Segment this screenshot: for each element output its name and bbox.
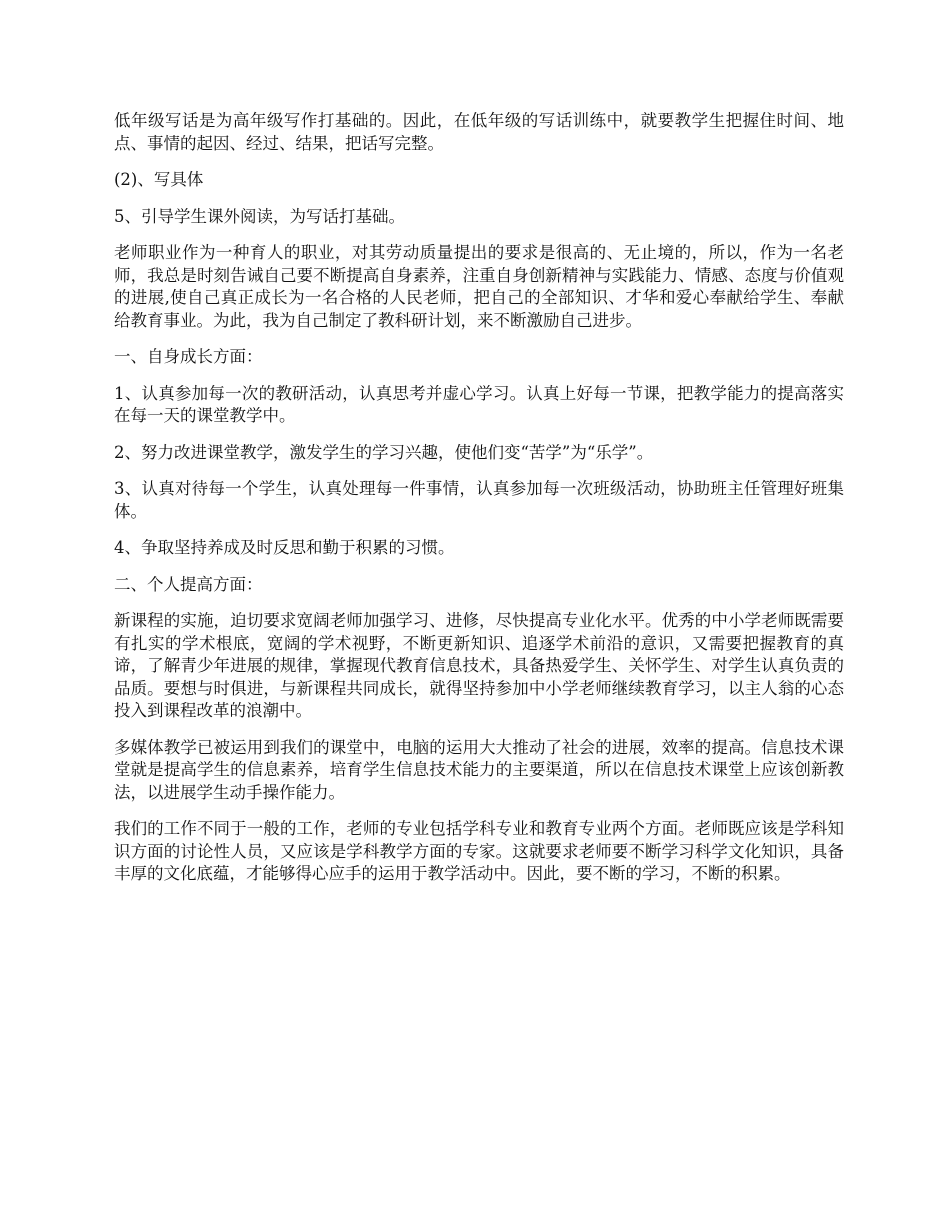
paragraph-extracurricular-reading: 5、引导学生课外阅读，为写话打基础。 [114,206,405,226]
paragraph-teacher-profession: 老师职业作为一种育人的职业，对其劳动质量提出的要求是很高的、无止境的，所以，作为一名老师，我总是时刻告诫自己要不断提高自身素养，注重自身创新精神与实践能力、情感、态度与价值观的进展,使自己真正成长为一名合格的人民老师，把自己的全部知识、才华和爱心奉献给学生、奉献给教育事业。为此，我为自己制定了教科研计划，来不断激励自己进步。 [114,243,844,330]
section-heading-personal-improvement: 二、个人提高方面： [114,574,263,594]
paragraph-multimedia-teaching: 多媒体教学已被运用到我们的课堂中，电脑的运用大大推动了社会的进展，效率的提高。信息技术课堂就是提高学生的信息素养，培育学生信息技术能力的主要渠道，所以在信息技术课堂上应该创新教法，以进展学生动手操作能力。 [114,737,844,802]
list-item-3: 3、认真对待每一个学生，认真处理每一件事情，认真参加每一次班级活动，协助班主任管理好班集体。 [114,479,844,521]
paragraph-new-curriculum: 新课程的实施，迫切要求宽阔老师加强学习、进修，尽快提高专业化水平。优秀的中小学老师既需要有扎实的学术根底，宽阔的学术视野，不断更新知识、追逐学术前沿的意识，又需要把握教育的真谛，了解青少年进展的规律，掌握现代教育信息技术，具备热爱学生、关怀学生、对学生认真负责的品质。要想与时俱进，与新课程共同成长，就得坚持参加中小学老师继续教育学习，以主人翁的心态投入到课程改革的浪潮中。 [114,611,844,720]
list-item-1: 1、认真参加每一次的教研活动，认真思考并虚心学习。认真上好每一节课，把教学能力的提高落实在每一天的课堂教学中。 [114,383,844,425]
list-item-2: 2、努力改进课堂教学，激发学生的学习兴趣，使他们变“苦学”为“乐学”。 [114,442,654,462]
paragraph-continuous-learning: 我们的工作不同于一般的工作，老师的专业包括学科专业和教育专业两个方面。老师既应该是学科知识方面的讨论性人员，又应该是学科教学方面的专家。这就要求老师要不断学习科学文化知识，具备丰厚的文化底蕴，才能够得心应手的运用于教学活动中。因此，要不断的学习，不断的积累。 [114,819,844,883]
section-heading-self-growth: 一、自身成长方面： [114,347,263,366]
paragraph-writing-complete: 低年级写话是为高年级写作打基础的。因此，在低年级的写话训练中，就要教学生把握住时间、地点、事情的起因、经过、结果，把话写完整。 [114,111,844,153]
list-item-4: 4、争取坚持养成及时反思和勤于积累的习惯。 [114,538,455,557]
paragraph-write-specific: (2)、写具体 [114,170,204,189]
document-body [114,110,844,900]
